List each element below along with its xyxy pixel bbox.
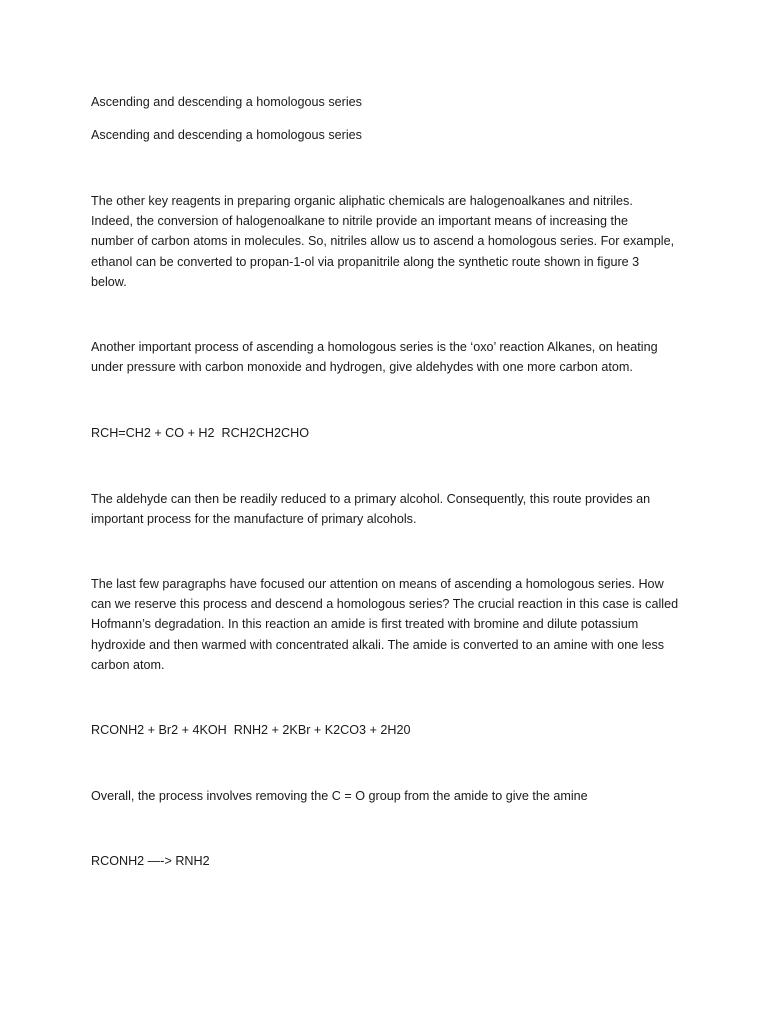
paragraph-line: Another important process of ascending a homologous series is the ‘oxo’ reaction Alkanes, on heating [91,340,658,354]
paragraph-line: ethanol can be converted to propan-1-ol via propanitrile along the synthetic route shown in figure 3 [91,254,640,269]
paragraph-line: hydroxide and then warmed with concentrated alkali. The amide is converted to an amine with one less [91,637,665,652]
paragraph-line: The other key reagents in preparing organic aliphatic chemicals are halogenoalkanes and nitriles. [91,194,633,208]
equation-line: RCH=CH2 + CO + H2 RCH2CH2CHO [91,426,309,440]
paragraph-nitriles [91,191,681,292]
document-subheading [91,125,681,145]
paragraph-line: Indeed, the conversion of halogenoalkane to nitrile provide an important means of increasing the [91,214,628,229]
paragraph-line: below. [91,274,127,289]
paragraph-overall [91,786,681,806]
document-heading [91,92,681,112]
equation-hofmann [91,720,681,740]
equation-summary [91,851,681,871]
paragraph-line: Overall, the process involves removing the C = O group from the amide to give the amine [91,789,588,803]
paragraph-line: number of carbon atoms in molecules. So, nitriles allow us to ascend a homologous series. For example, [91,234,675,249]
equation-line: RCONH2 —-> RNH2 [91,854,210,868]
paragraph-line: carbon atom. [91,657,165,672]
equation-oxo [91,423,681,443]
paragraph-aldehyde [91,489,681,529]
paragraph-oxo [91,337,681,377]
paragraph-line: Hofmann’s degradation. In this reaction an amide is first treated with bromine and dilute potassium [91,617,639,632]
equation-line: RCONH2 + Br2 + 4KOH RNH2 + 2KBr + K2CO3 + 2H20 [91,723,411,737]
paragraph-line: important process for the manufacture of primary alcohols. [91,512,417,527]
paragraph-line: under pressure with carbon monoxide and hydrogen, give aldehydes with one more carbon atom. [91,360,633,375]
paragraph-hofmann [91,574,681,675]
subheading-line: Ascending and descending a homologous series [91,128,362,142]
paragraph-line: The aldehyde can then be readily reduced to a primary alcohol. Consequently, this route provides an [91,492,651,506]
heading-line: Ascending and descending a homologous series [91,95,362,109]
paragraph-line: The last few paragraphs have focused our attention on means of ascending a homologous series. How [91,577,664,591]
paragraph-line: can we reserve this process and descend a homologous series? The crucial reaction in this case is called [91,597,679,612]
